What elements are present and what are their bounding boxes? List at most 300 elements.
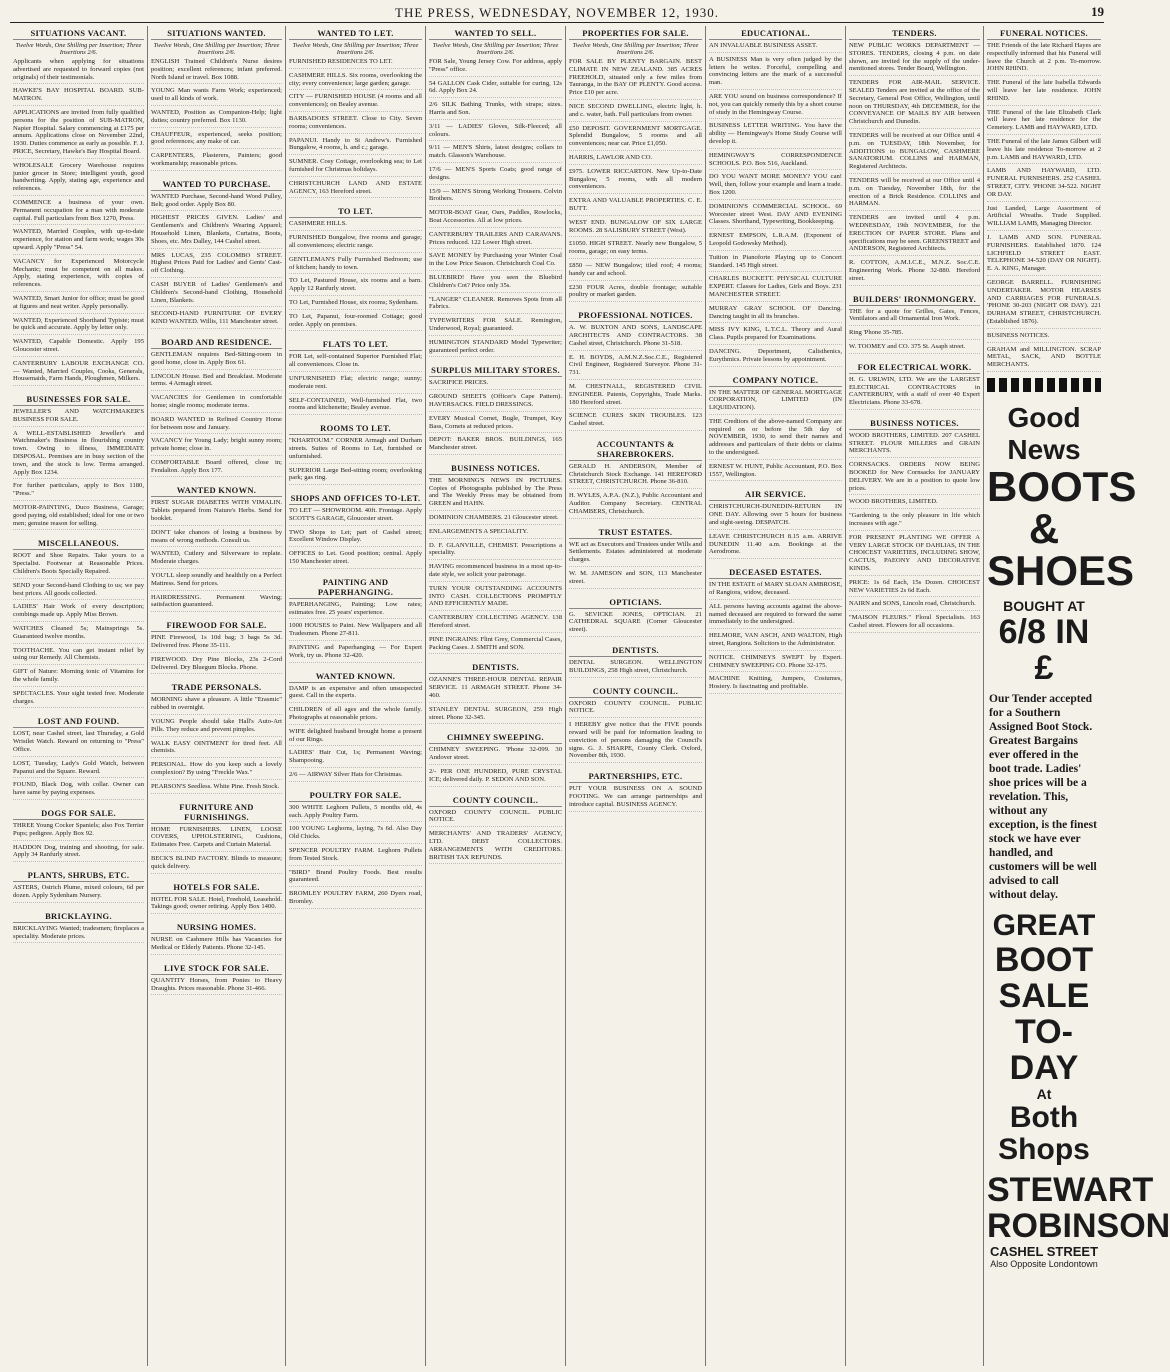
section-heading: LIVE STOCK FOR SALE. bbox=[151, 961, 282, 975]
section-heading: PROFESSIONAL NOTICES. bbox=[569, 308, 702, 322]
classified-ad: H. WYLES, A.P.A. (N.Z.), Public Accountant and Auditor. Company Secretary. CENTRAL CHAMBERS, Christchurch. bbox=[569, 492, 702, 518]
classified-section bbox=[849, 26, 980, 286]
classified-ad: SEND your Second-hand Clothing to us; we pay best prices. All goods collected. bbox=[13, 582, 144, 601]
classified-ad: FURNISHED RESIDENCES TO LET. bbox=[289, 58, 422, 69]
classified-section bbox=[151, 880, 282, 915]
classified-ad: YOU'LL sleep soundly and healthily on a Perfect Mattress. Send for prices. bbox=[151, 572, 282, 591]
classified-ad: PEARSON'S Seedless. White Pine. Fresh Stock. bbox=[151, 783, 282, 794]
rate-notice: Twelve Words, One Shilling per Insertion; Three Insertions 2/6. bbox=[15, 42, 142, 56]
ad-title-line-1: BOOTS & bbox=[987, 462, 1137, 552]
section-heading: FIREWOOD FOR SALE. bbox=[151, 618, 282, 632]
classified-ad: WHOLESALE Grocery Warehouse requires junior grocer in Store; intelligent youth, good handwriting. Apply, stating age, experience and references. bbox=[13, 162, 144, 196]
classified-ad: M. CHESTNALL, REGISTERED CIVIL ENGINEER. Patents, Copyrights, Trade Marks. 180 Hereford street. bbox=[569, 383, 702, 409]
section-heading: WANTED KNOWN. bbox=[151, 483, 282, 497]
section-heading: PARTNERSHIPS, ETC. bbox=[569, 769, 702, 783]
classified-ad: 1000 HOUSES to Paint. New Wallpapers and all Tradesmen. Phone 27-811. bbox=[289, 622, 422, 641]
classified-ad: DON'T take chances of losing a business by means of wrong methods. Consult us. bbox=[151, 529, 282, 548]
classified-ad: MOTOR-BOAT Gear, Oars, Paddles, Rowlocks, Boat Accessories. All at low prices. bbox=[429, 209, 562, 228]
classified-section bbox=[429, 26, 562, 357]
classified-ad: WANTED, Cutlery and Silverware to replate. Moderate charges. bbox=[151, 550, 282, 569]
classified-ad: "LANGER" CLEANER. Removes Spots from all Fabrics. bbox=[429, 296, 562, 315]
classified-ad: CHRISTCHURCH-DUNEDIN-RETURN IN ONE DAY. Allowing over 5 hours for business and sight-seeing. DESPATCH. bbox=[709, 503, 842, 529]
classified-ad: CANTERBURY COLLECTING AGENCY. 138 Hereford street. bbox=[429, 614, 562, 633]
classified-ad: GERALD H. ANDERSON, Member of Christchurch Stock Exchange. 141 HEREFORD STREET, CHRISTCHURCH. Phone 36-810. bbox=[569, 463, 702, 489]
classified-section bbox=[289, 204, 422, 331]
classified-ad: ARE YOU sound on business correspondence? If not, you can quickly remedy this by a short course of study in the Hemingway Course. bbox=[709, 93, 842, 119]
section-heading: BUSINESSES FOR SALE. bbox=[13, 392, 144, 406]
classified-ad: 2/6 — AIRWAY Silver Hats for Christmas. bbox=[289, 771, 422, 782]
classified-ad: TOOTHACHE. You can get instant relief by using our Remedy. All Chemists. bbox=[13, 647, 144, 666]
classified-ad: WEST END. BUNGALOW OF SIX LARGE ROOMS. 28 SALISBURY STREET (West). bbox=[569, 219, 702, 238]
classified-ad: MRS LUCAS, 235 COLOMBO STREET. Highest Prices Paid for Ladies' and Gents' Cast-off Clothing. bbox=[151, 252, 282, 278]
classified-section bbox=[151, 26, 282, 171]
classified-ad: W. TOOMEY and CO. 375 St. Asaph street. bbox=[849, 343, 980, 354]
section-heading: FUNERAL NOTICES. bbox=[987, 26, 1101, 40]
section-heading: FURNITURE AND FURNISHINGS. bbox=[151, 800, 282, 824]
classified-ad: EXTRA AND VALUABLE PROPERTIES. C. E. BUTT. bbox=[569, 197, 702, 216]
classified-ad: CHAUFFEUR, experienced, seeks position; good references; any make of car. bbox=[151, 131, 282, 150]
classified-section bbox=[151, 800, 282, 874]
section-heading: AIR SERVICE. bbox=[709, 487, 842, 501]
classified-section bbox=[151, 920, 282, 955]
classified-ad: DOMINION CHAMBERS. 21 Gloucester street. bbox=[429, 514, 562, 525]
classified-ad: FIRST SUGAR DIABETES WITH VIMALIN. Tablets prepared from Nature's Herbs. Send for booklet. bbox=[151, 499, 282, 525]
classified-ad: OXFORD COUNTY COUNCIL. PUBLIC NOTICE. bbox=[429, 809, 562, 828]
classified-section bbox=[849, 416, 980, 633]
classified-ad: HAVING recommenced business in a most up-to-date style, we solicit your patronage. bbox=[429, 563, 562, 582]
section-heading: WANTED TO PURCHASE. bbox=[151, 177, 282, 191]
classified-ad: WANTED, Smart Junior for office; must be good at figures and neat writer. Apply personally. bbox=[13, 295, 144, 314]
classified-ad: 2/6 SILK Bathing Trunks, with straps; sizes. Harris and Son. bbox=[429, 101, 562, 120]
classified-ad: IN THE ESTATE of MARY SLOAN AMBROSE, of Rangiora, widow, deceased. bbox=[709, 581, 842, 600]
funeral-notice: BUSINESS NOTICES. bbox=[987, 332, 1101, 343]
classified-ad: GIFT of Nature: Morning tonic of Vitamins for the whole family. bbox=[13, 668, 144, 687]
column-8 bbox=[984, 26, 1170, 1366]
ad-price: 6/8 IN £ bbox=[998, 612, 1090, 687]
funeral-notice: THE Friends of the late Richard Hayes are respectfully informed that his Funeral will leave the Church at 2 p.m. To-morrow. JOHN RHIND. bbox=[987, 42, 1101, 76]
classified-ad: A WELL-ESTABLISHED Jeweller's and Watchmaker's Business in flourishing country town. Owing to illness, IMMEDIATE DISPOSAL. Premises are in busy section of the town, and the stock is low. Terms arranged. Apply Box 1234. bbox=[13, 430, 144, 480]
ad-firm-name-1: STEWART bbox=[987, 1170, 1154, 1209]
classified-ad: SACRIFICE PRICES. bbox=[429, 379, 562, 390]
classified-ad: "Gardening is the only pleasure in life which increases with age." bbox=[849, 512, 980, 531]
section-heading: OPTICIANS. bbox=[569, 595, 702, 609]
classified-columns bbox=[10, 26, 1170, 1366]
classified-ad: DO YOU WANT MORE MONEY? YOU can! Well, then, follow your example and learn a trade. Box 1200. bbox=[709, 173, 842, 199]
ad-subheading: BOUGHT AT bbox=[1003, 597, 1085, 614]
classified-section bbox=[569, 643, 702, 678]
classified-section bbox=[289, 575, 422, 663]
classified-ad: LOST, Tuesday, Lady's Gold Watch, between Papanui and the Square. Reward. bbox=[13, 760, 144, 779]
classified-ad: CANTERBURY LABOUR EXCHANGE CO. — Wanted, Married Couples, Cooks, Generals, Housemaids, Farm Hands, Ploughmen, Milkers. bbox=[13, 360, 144, 386]
classified-section bbox=[289, 491, 422, 569]
classified-ad: TENDERS will be received at our Office until 4 p.m. on TUESDAY, 18th November, for ADDITIONS to BUNGALOW, CASHMERE SANATORIUM. COLLINS and HARMAN, Registered Architects. bbox=[849, 132, 980, 174]
classified-ad: THREE Young Cocker Spaniels; also Fox Terrier Pups; pedigree. Apply Box 92. bbox=[13, 822, 144, 841]
column-7 bbox=[846, 26, 984, 1366]
section-heading: DENTISTS. bbox=[429, 660, 562, 674]
classified-ad: PINE INGRAINS: Flint Grey, Commercial Cases, Packing Cases. J. SMITH and SON. bbox=[429, 636, 562, 655]
section-heading: COUNTY COUNCIL. bbox=[429, 793, 562, 807]
classified-ad: CORNSACKS. ORDERS NOW BEING BOOKED for New Cornsacks for JANUARY DELIVERY. We are in a position to quote low prices. bbox=[849, 461, 980, 495]
funeral-notice: LAMB AND HAYWARD, LTD. FUNERAL FURNISHERS. 252 CASHEL STREET, CITY. 'PHONE 34-522. NIGHT OR DAY. bbox=[987, 167, 1101, 201]
ad-address: CASHEL STREET bbox=[989, 1243, 1099, 1259]
classified-section bbox=[709, 565, 842, 694]
classified-ad: SUMNER. Cosy Cottage, overlooking sea; to Let furnished for Christmas holidays. bbox=[289, 158, 422, 177]
classified-section bbox=[569, 308, 702, 431]
classified-ad: LINCOLN House. Bed and Breakfast. Moderate terms. 4 Armagh street. bbox=[151, 373, 282, 392]
classified-ad: IN THE MATTER OF GENERAL MORTGAGE CORPORATION, LIMITED (IN LIQUIDATION). bbox=[709, 389, 842, 415]
ad-boot-sale: BOOT SALE bbox=[994, 940, 1094, 1015]
classified-ad: BRICKLAYING Wanted; tradesmen; fireplaces a speciality. Moderate prices. bbox=[13, 925, 144, 944]
classified-section bbox=[13, 536, 144, 708]
classified-ad: DOMINION'S COMMERCIAL SCHOOL. 69 Worcester street West. DAY AND EVENING Classes. Shorthand, Typewriting, Bookkeeping. bbox=[709, 203, 842, 229]
classified-ad: 100 YOUNG Leghorns, laying, 7s 6d. Also Day Old Chicks. bbox=[289, 825, 422, 844]
classified-section bbox=[289, 421, 422, 485]
classified-ad: LADIES' Hair Work of every description; combings made up. Apply Miss Brown. bbox=[13, 603, 144, 622]
classified-ad: VACANCIES for Gentlemen in comfortable home; single rooms; moderate terms. bbox=[151, 394, 282, 413]
classified-ad: DENTAL SURGEON. WELLINGTON BUILDINGS, 258 High street, Christchurch. bbox=[569, 659, 702, 678]
classified-ad: LADIES' Hair Cut, 1s; Permanent Waving; Shampooing. bbox=[289, 749, 422, 768]
classified-section bbox=[289, 788, 422, 909]
classified-section bbox=[709, 487, 842, 559]
classified-ad: PAPANUI. Handy to St Andrew's. Furnished Bungalow, 4 rooms, h. and c.; garage. bbox=[289, 137, 422, 156]
classified-ad: TENDERS FOR AIR-MAIL SERVICE. SEALED Tenders are invited at the office of the Secretary, General Post Office, Wellington, until noon on THURSDAY, 4th DECEMBER, for the CONVEYANCE OF MAILS BY AIR between Christchurch and Dunedin. bbox=[849, 79, 980, 129]
classified-ad: CARPENTERS, Plasterers, Painters; good workmanship; reasonable prices. bbox=[151, 152, 282, 171]
classified-ad: STANLEY DENTAL SURGEON, 259 High street. Phone 32-345. bbox=[429, 706, 562, 725]
classified-section bbox=[569, 525, 702, 589]
classified-section bbox=[151, 961, 282, 996]
section-heading: COMPANY NOTICE. bbox=[709, 373, 842, 387]
classified-ad: ROOT and Shoe Repairs. Take yours to a Specialist. Footwear at Reasonable Prices. Children's Boots Specially Repaired. bbox=[13, 552, 144, 578]
funeral-notice: THE Funeral of the late Elizabeth Clark will leave her late residence for the Cemetery. LAMB and HAYWARD, LTD. bbox=[987, 109, 1101, 135]
ad-firm-name-2: ROBINSON bbox=[987, 1206, 1170, 1245]
classified-section bbox=[429, 660, 562, 724]
classified-ad: SUPERIOR Large Bed-sitting room; overlooking park; gas ring. bbox=[289, 467, 422, 486]
classified-ad: ERNEST W. HUNT, Public Accountant, P.O. Box 1557, Wellington. bbox=[709, 463, 842, 482]
section-heading: DENTISTS. bbox=[569, 643, 702, 657]
classified-ad: WOOD BROTHERS, LIMITED. 207 CASHEL STREET. FLOUR MILLERS and GRAIN MERCHANTS. bbox=[849, 432, 980, 458]
classified-ad: HADDON Dog, training and shooting, for sale. Apply 34 Ranfurly street. bbox=[13, 844, 144, 863]
classified-ad: TWO Shops to Let; part of Cashel street; Excellent Window Display. bbox=[289, 529, 422, 548]
classified-ad: ENLARGEMENTS A SPECIALITY. bbox=[429, 528, 562, 539]
section-heading: COUNTY COUNCIL. bbox=[569, 684, 702, 698]
classified-ad: A. W. BUXTON AND SONS, LANDSCAPE ARCHITECTS AND CONTRACTORS. 38 Cashel street, Christchurch. Phone 31-518. bbox=[569, 324, 702, 350]
ad-both-shops: Both Shops bbox=[998, 1100, 1090, 1166]
classified-ad: FOR SALE BY PLENTY BARGAIN. BEST CLIMATE IN NEW ZEALAND. 385 ACRES FREEHOLD, situated only a few miles from Tauranga, in the BAY OF PLENTY. Good access. Price £10 per acre. bbox=[569, 58, 702, 100]
classified-ad: WANTED, Experienced Shorthand Typiste; must be quick and accurate. Apply by letter only. bbox=[13, 317, 144, 336]
classified-ad: FOR PRESENT PLANTING WE OFFER A VERY LARGE STOCK OF DAHLIAS, IN THE CHOICEST VARIETIES, INCLUDING SHOW, CACTUS, PAEONY AND DECORATIVE KINDS. bbox=[849, 534, 980, 576]
funeral-notice: GEORGE BARRELL. FURNISHING UNDERTAKER. MOTOR HEARSES AND CARRIAGES FOR FUNERALS. 'PHONE 30-203 (NIGHT OR DAY). 221 DURHAM STREET, CHRISTCHURCH. (Established 1876). bbox=[987, 279, 1101, 329]
classified-ad: 15/9 — MEN'S Strong Working Trousers. Colvin Brothers. bbox=[429, 188, 562, 207]
masthead bbox=[10, 4, 1104, 23]
classified-ad: £975. LOWER RICCARTON. New Up-to-Date Bungalow, 5 rooms, with all modern conveniences. bbox=[569, 168, 702, 194]
classified-section bbox=[13, 909, 144, 944]
classified-ad: DAMP is an expensive and often unsuspected guest. Call in the experts. bbox=[289, 685, 422, 704]
classified-ad: Applicants when applying for situations advertised are requested to forward copies (not originals) of their testimonials. bbox=[13, 58, 144, 84]
section-heading: DOGS FOR SALE. bbox=[13, 806, 144, 820]
section-heading: TRADE PERSONALS. bbox=[151, 680, 282, 694]
classified-ad: BLUEBIRD! Have you seen the Bluebird Children's Cot? Price only 35s. bbox=[429, 274, 562, 293]
rate-notice: Twelve Words, One Shilling per Insertion; Three Insertions 2/6. bbox=[432, 42, 559, 56]
classified-ad: HELMORE, VAN ASCH, AND WALTON, High street, Rangiora. Solicitors to the Administrator. bbox=[709, 632, 842, 651]
section-heading: TENDERS. bbox=[849, 26, 980, 40]
ad-body: Our Tender accepted for a Southern Assigned Boot Stock. Greatest Bargains ever offered in the boot trade. Ladies' shoe prices will be a revelation. This, without any exception, is the finest stock we have ever handled, and customers will be well advised to call without delay. bbox=[989, 692, 1097, 901]
classified-ad: I HEREBY give notice that the FIVE pounds reward will be paid for information leading to conviction of persons damaging the Council's signs. G. J. SHARPE, County Clerk. Oxford, November 8th, 1930. bbox=[569, 721, 702, 763]
classified-ad: CANTERBURY TRAILERS AND CARAVANS. Prices reduced. 122 Lower High street. bbox=[429, 231, 562, 250]
rate-notice: Twelve Words, One Shilling per Insertion; Three Insertions 2/6. bbox=[572, 42, 699, 56]
classified-ad: JEWELLER'S AND WATCHMAKER'S BUSINESS FOR SALE. bbox=[13, 408, 144, 427]
section-heading: PROPERTIES FOR SALE. bbox=[569, 26, 702, 40]
classified-ad: 2/- PER ONE HUNDRED, PURE CRYSTAL ICE; delivered daily. P. SEDON AND SON. bbox=[429, 768, 562, 787]
classified-ad: GROUND SHEETS (Officer's Cape Pattern). HAVERSACKS. FIELD DRESSINGS. bbox=[429, 393, 562, 412]
classified-ad: THE MORNING'S NEWS IN PICTURES. Copies of Photographs published by The Press and The Weekly Press may be obtained from GREEN and HAHN. bbox=[429, 477, 562, 511]
classified-section bbox=[151, 483, 282, 612]
classified-ad: HAWKE'S BAY HOSPITAL BOARD. SUB-MATRON. bbox=[13, 87, 144, 106]
classified-ad: PAINTING and Paperhanging — For Expert Work, try us. Phone 32-420. bbox=[289, 644, 422, 663]
classified-section bbox=[429, 793, 562, 865]
classified-ad: FOR Sale, Young Jersey Cow. For address, apply "Press" office. bbox=[429, 58, 562, 77]
classified-ad: DANCING. Deportment, Calisthenics, Eurythmics. Private lessons by appointment. bbox=[709, 348, 842, 367]
classified-ad: CASH BUYER of Ladies' Gentlemen's and Children's Second-hand Clothing, Household Linen, Blankets. bbox=[151, 281, 282, 307]
classified-ad: MERCHANTS' AND TRADERS' AGENCY, LTD. DEBT COLLECTORS. ARRANGEMENTS WITH CREDITORS. BRITISH TAX REFUNDS. bbox=[429, 830, 562, 864]
classified-ad: WANTED, Married Couples, with up-to-date experience, for station and farm work; wages 30s upward. Apply "Press" 54. bbox=[13, 228, 144, 254]
ad-title-line-2: SHOES bbox=[987, 546, 1135, 594]
section-heading: FLATS TO LET. bbox=[289, 337, 422, 351]
classified-section bbox=[151, 618, 282, 674]
classified-ad: SPENCER POULTRY FARM. Leghorn Pullets from Tested Stock. bbox=[289, 847, 422, 866]
section-heading: TO LET. bbox=[289, 204, 422, 218]
classified-ad: APPLICATIONS are invited from fully qualified persons for the position of SUB-MATRON, Napier Hospital. Salary commencing at £175 per annum. Applications close on November 22nd, 1930. Duties commence as early as possible. F. J. PRICE, Secretary, Hawke's Bay Hospital Board. bbox=[13, 109, 144, 159]
classified-ad: WE act as Executors and Trustees under Wills and Settlements. Estates administered at moderate charges. bbox=[569, 541, 702, 567]
classified-ad: BECK'S BLIND FACTORY. Blinds to measure; quick delivery. bbox=[151, 855, 282, 874]
classified-ad: CASHMERE HILLS. Six rooms, overlooking the city; every convenience; large garden; garage. bbox=[289, 72, 422, 91]
classified-ad: MOTOR-PAINTING, Duco Business, Garage; good paying, old established; ideal for one or two men; genuine reason for selling. bbox=[13, 504, 144, 530]
classified-ad: COMMENCE a business of your own. Permanent occupation for a man with moderate capital. Full particulars from Box 1270, Press. bbox=[13, 199, 144, 225]
classified-ad: "KHARTOUM." CORNER Armagh and Durham streets. Suites of Rooms to Let, furnished or unfurnished. bbox=[289, 437, 422, 463]
classified-ad: TENDERS are invited until 4 p.m. WEDNESDAY, 19th NOVEMBER, for the ERECTION OF PAPER STORE. Plans and specifications may be seen. GREENSTREET and ANDERSON, Registered Architects. bbox=[849, 214, 980, 256]
classified-section bbox=[151, 680, 282, 793]
classified-ad: FOUND, Black Dog, with collar. Owner can have same by paying expenses. bbox=[13, 781, 144, 800]
classified-ad: D. F. GLANVILLE, CHEMIST. Prescriptions a speciality. bbox=[429, 542, 562, 561]
classified-ad: LEAVE CHRISTCHURCH 8.15 a.m. ARRIVE DUNEDIN 11.40 a.m. Bookings at the Aerodrome. bbox=[709, 533, 842, 559]
funeral-notices-section bbox=[987, 26, 1101, 372]
newspaper-title: THE PRESS, WEDNESDAY, NOVEMBER 12, 1930. bbox=[395, 5, 719, 20]
classified-ad: WATCHES Cleaned 5s; Mainsprings 5s. Guaranteed twelve months. bbox=[13, 625, 144, 644]
section-heading: MISCELLANEOUS. bbox=[13, 536, 144, 550]
classified-ad: VACANCY for Young Lady; bright sunny room; private home; close in. bbox=[151, 437, 282, 456]
classified-section bbox=[849, 292, 980, 354]
column-6 bbox=[706, 26, 846, 1366]
classified-ad: "BIRD" Brand Poultry Foods. Best results guaranteed. bbox=[289, 869, 422, 888]
classified-ad: TO Let, Furnished House, six rooms; Sydenham. bbox=[289, 299, 422, 310]
classified-ad: W. M. JAMESON and SON, 113 Manchester street. bbox=[569, 570, 702, 589]
classified-ad: CHARLES BUCKETT. PHYSICAL CULTURE EXPERT. Classes for Ladies, Girls and Boys. 231 MANCHESTER STREET. bbox=[709, 275, 842, 301]
classified-section bbox=[569, 684, 702, 764]
classified-ad: FURNISHED Bungalow, five rooms and garage; all conveniences; electric range. bbox=[289, 234, 422, 253]
funeral-notice: GRAHAM and MILLINGTON. SCRAP METAL, SACK, AND BOTTLE MERCHANTS. bbox=[987, 346, 1101, 372]
classified-ad: OFFICES to Let. Good position; central. Apply 150 Manchester street. bbox=[289, 550, 422, 569]
classified-ad: CHIMNEY SWEEPING. 'Phone 32-099. 30 Andover street. bbox=[429, 746, 562, 765]
classified-ad: TO Let, Pastured House, six rooms and a barn. Apply 12 Ranfurly street. bbox=[289, 277, 422, 296]
ad-at: At bbox=[1036, 1085, 1052, 1102]
classified-ad: ALL persons having accounts against the above-named deceased are required to forward the same immediately to the undersigned. bbox=[709, 603, 842, 629]
ad-address-note: Also Opposite Londontown bbox=[990, 1258, 1098, 1269]
classified-ad: Ring 'Phone 35-785. bbox=[849, 329, 980, 340]
section-heading: SURPLUS MILITARY STORES. bbox=[429, 363, 562, 377]
classified-ad: WOOD BROTHERS, LIMITED. bbox=[849, 498, 980, 509]
classified-ad: GENTLEMAN'S Fully Furnished Bedroom; use of kitchen; handy to town. bbox=[289, 256, 422, 275]
classified-ad: HEMINGWAY'S CORRESPONDENCE SCHOOLS. P.O. Box 516, Auckland. bbox=[709, 152, 842, 171]
classified-ad: ERNEST EMPSON, L.R.A.M. (Exponent of Leopold Godowsky Method). bbox=[709, 232, 842, 251]
classified-ad: ASTERS, Ostrich Plume, mixed colours, 6d per dozen. Apply Sydenham Nursery. bbox=[13, 884, 144, 903]
section-heading: SHOPS AND OFFICES TO-LET. bbox=[290, 493, 421, 504]
classified-ad: PAPERHANGING, Painting; Low rates; estimates free. 25 years' experience. bbox=[289, 601, 422, 620]
classified-ad: HAIRDRESSING. Permanent Waving; satisfaction guaranteed. bbox=[151, 594, 282, 613]
section-heading: NURSING HOMES. bbox=[151, 920, 282, 934]
classified-ad: 3/11 — LADIES' Gloves, Silk-Fleeced; all colours. bbox=[429, 123, 562, 142]
classified-section bbox=[569, 595, 702, 637]
classified-ad: MISS IVY KING, L.T.C.L. Theory and Aural Class. Pupils prepared for Examinations. bbox=[709, 326, 842, 345]
classified-ad: SPECTACLES. Your sight tested free. Moderate charges. bbox=[13, 690, 144, 709]
classified-ad: MORNING shave a pleasure. A little "Erasmic" rubbed in overnight. bbox=[151, 696, 282, 715]
section-heading: CHIMNEY SWEEPING. bbox=[429, 730, 562, 744]
divider-rule bbox=[987, 378, 1101, 392]
classified-ad: UNFURNISHED Flat; electric range; sunny; moderate rent. bbox=[289, 375, 422, 394]
classified-ad: TURN YOUR OUTSTANDING ACCOUNTS INTO CASH. COLLECTIONS PROMPTLY AND EFFICIENTLY MADE. bbox=[429, 585, 562, 611]
column-4 bbox=[426, 26, 566, 1366]
classified-ad: WANTED, Capable Domestic. Apply 195 Gloucester street. bbox=[13, 338, 144, 357]
section-heading: PAINTING AND PAPERHANGING. bbox=[289, 575, 422, 599]
section-heading: ROOMS TO LET. bbox=[289, 421, 422, 435]
classified-ad: TYPEWRITERS FOR SALE. Remington, Underwood, Royal; guaranteed. bbox=[429, 317, 562, 336]
classified-ad: WANTED, Position as Companion-Help; light duties; country preferred. Box 1130. bbox=[151, 109, 282, 128]
classified-section bbox=[709, 26, 842, 367]
funeral-notice: Just Landed, Large Assortment of Artificial Wreaths. Trade Supplied. WILLIAM LAMB, Managing Director. bbox=[987, 205, 1101, 231]
classified-ad: GENTLEMAN requires Bed-Sitting-room in good home, close in. Apply Box 61. bbox=[151, 351, 282, 370]
classified-ad: WANTED Purchase, Second-hand Wood Pulley, Belt; good order. Apply Box 80. bbox=[151, 193, 282, 212]
section-heading: WANTED TO SELL. bbox=[429, 26, 562, 40]
classified-ad: £230 FOUR Acres, double frontage; suitable poultry or market garden. bbox=[569, 284, 702, 303]
classified-ad: EVERY Musical Cornet, Bugle, Trumpet, Key Bass, Cornets at reduced prices. bbox=[429, 415, 562, 434]
page-number: 19 bbox=[1091, 4, 1104, 19]
classified-ad: BOARD WANTED in Refined Country Home for between now and January. bbox=[151, 416, 282, 435]
classified-ad: £1050. HIGH STREET. Nearly new Bungalow, 5 rooms, garage; on easy terms. bbox=[569, 240, 702, 259]
classified-ad: HOME FURNISHERS. LINEN, LOOSE COVERS, UPHOLSTERING, Cushions, Estimates Free. Carpets and Curtain Material. bbox=[151, 826, 282, 852]
classified-section bbox=[429, 363, 562, 455]
classified-ad: £850 — NEW Bungalow; tiled roof; 4 rooms; handy car and school. bbox=[569, 262, 702, 281]
section-heading: WANTED KNOWN. bbox=[289, 669, 422, 683]
classified-ad: BUSINESS LETTER WRITING. You have the ability — Hemingway's Home Study Course will develop it. bbox=[709, 122, 842, 148]
section-heading: SITUATIONS WANTED. bbox=[151, 26, 282, 40]
classified-ad: COMFORTABLE Board offered, close in; Fendalton. Apply Box 177. bbox=[151, 459, 282, 478]
classified-section bbox=[429, 730, 562, 786]
classified-section bbox=[13, 868, 144, 903]
classified-ad: BARBADOES STREET. Close to City. Seven rooms; conveniences. bbox=[289, 115, 422, 134]
section-heading: BUILDERS' IRONMONGERY. bbox=[849, 292, 980, 306]
classified-ad: Tuition in Pianoforte Playing up to Concert Standard. 145 High street. bbox=[709, 254, 842, 273]
classified-ad: PERSONAL. How do you keep such a lovely complexion? By using "Freckle Wax." bbox=[151, 761, 282, 780]
classified-ad: £50 DEPOSIT. GOVERNMENT MORTGAGE. Splendid Bungalow, 5 rooms and all conveniences; near car. Price £1,050. bbox=[569, 125, 702, 151]
classified-ad: MURRAY GRAY SCHOOL OF Dancing. Dancing taught in all its branches. bbox=[709, 305, 842, 324]
classified-ad: 9/11 — MEN'S Shirts, latest designs; collars to match. Glasson's Warehouse. bbox=[429, 144, 562, 163]
section-heading: EDUCATIONAL. bbox=[709, 26, 842, 40]
section-heading: PLANTS, SHRUBS, ETC. bbox=[13, 868, 144, 882]
classified-ad: THE Creditors of the above-named Company are required on or before the 5th day of NOVEMBER, 1930, to send their names and addresses and particulars of their debts or claims to the undersigned. bbox=[709, 418, 842, 460]
classified-ad: NEW PUBLIC WORKS DEPARTMENT — STORES. TENDERS, closing 4 p.m. on date shown, are invited for the supply of the under-mentioned stores. Tender Board, Wellington. bbox=[849, 42, 980, 76]
classified-section bbox=[429, 461, 562, 655]
classified-ad: E. H. BOYDS, A.M.N.Z.Soc.C.E., Registered Civil Engineer, Registered Surveyor. Phone 31-731. bbox=[569, 354, 702, 380]
classified-ad: CASHMERE HILLS. bbox=[289, 220, 422, 231]
funeral-notice: THE Funeral of the late James Gilbert will leave his late residence To-morrow at 2 p.m. LAMB and HAYWARD, LTD. bbox=[987, 138, 1101, 164]
section-heading: HOTELS FOR SALE. bbox=[151, 880, 282, 894]
classified-ad: PUT YOUR BUSINESS ON A SOUND FOOTING. We can arrange partnerships and introduce capital. BUSINESS AGENCY. bbox=[569, 785, 702, 811]
rate-notice: Twelve Words, One Shilling per Insertion; Three Insertions 2/6. bbox=[153, 42, 280, 56]
classified-section bbox=[151, 335, 282, 478]
section-heading: SITUATIONS VACANT. bbox=[13, 26, 144, 40]
ad-headline: Good News bbox=[1007, 401, 1081, 465]
classified-ad: YOUNG Man wants Farm Work; experienced; used to all kinds of work. bbox=[151, 87, 282, 106]
classified-ad: PINE Firewood, 1s 10d bag; 3 bags 5s 3d. Delivered free. Phone 35-111. bbox=[151, 634, 282, 653]
section-heading: BUSINESS NOTICES. bbox=[849, 416, 980, 430]
classified-ad: ENGLISH Trained Children's Nurse desires position; excellent references; infant preferred. North Island or travel. Box 1088. bbox=[151, 58, 282, 84]
classified-ad: MACHINE Knitting, Jumpers, Costumes, Hosiery. Is fascinating and profitable. bbox=[709, 675, 842, 694]
classified-ad: HIGHEST PRICES GIVEN. Ladies' and Gentlemen's and Children's Wearing Apparel; Household Linen, Blankets, Curtains, Boots, Shoes, etc. Mrs Dalley, 144 Cashel street. bbox=[151, 214, 282, 248]
classified-ad: 17/6 — MEN'S Sports Coats; good range of designs. bbox=[429, 166, 562, 185]
classified-ad: TO Let, Papanui, four-roomed Cottage; good order. Apply on premises. bbox=[289, 313, 422, 332]
classified-ad: SELF-CONTAINED, Well-furnished Flat, two rooms and kitchenette; Bealey avenue. bbox=[289, 397, 422, 416]
funeral-notice: THE Funeral of the late Isabella Edwards will leave her late residence. JOHN RHIND. bbox=[987, 79, 1101, 105]
classified-ad: HOTEL FOR SALE. Hotel, Freehold, Leasehold. Takings good; owner retiring. Apply Box 1400. bbox=[151, 896, 282, 915]
classified-ad: A BUSINESS Man is very often judged by the letters he writes. Forceful, compelling and convincing letters are the mark of a successful man. bbox=[709, 56, 842, 90]
ad-today: TO-DAY bbox=[1009, 1012, 1079, 1087]
classified-ad: CITY — FURNISHED HOUSE (4 rooms and all conveniences); on Bealey avenue. bbox=[289, 93, 422, 112]
classified-ad: FIREWOOD. Dry Pine Blocks, 23s 2-Cord Delivered. Dry Bluegum Blocks. Phone. bbox=[151, 656, 282, 675]
classified-ad: HUMINGTON STANDARD Model Typewriter; guaranteed perfect order. bbox=[429, 339, 562, 358]
classified-ad: G. SEVICKE JONES, OPTICIAN. 21 CATHEDRAL SQUARE (Corner Gloucester street). bbox=[569, 611, 702, 637]
classified-section bbox=[13, 392, 144, 530]
classified-ad: 54 GALLON Cask Cider, suitable for curing, 12s 6d. Apply Box 24. bbox=[429, 80, 562, 99]
classified-ad: WALK EASY OINTMENT for tired feet. All chemists. bbox=[151, 740, 282, 759]
section-heading: DECEASED ESTATES. bbox=[709, 565, 842, 579]
classified-section bbox=[709, 373, 842, 482]
classified-section bbox=[13, 714, 144, 800]
column-5 bbox=[566, 26, 706, 1366]
classified-ad: QUANTITY Horses, from Ponies to Heavy Draughts. Prices reasonable. Phone 31-466. bbox=[151, 977, 282, 996]
classified-ad: SCIENCE CURES SKIN TROUBLES. 123 Cashel street. bbox=[569, 412, 702, 431]
classified-ad: YOUNG People should take Hall's Auto-Art Pills. They reduce and prevent pimples. bbox=[151, 718, 282, 737]
classified-ad: 300 WHITE Leghorn Pullets, 5 months old, 4s each. Apply Poultry Farm. bbox=[289, 804, 422, 823]
classified-section bbox=[569, 26, 702, 302]
classified-ad: DEPOT: BAKER BROS. BUILDINGS, 165 Manchester street. bbox=[429, 436, 562, 455]
classified-ad: SAVE MONEY by Purchasing your Winter Coal in the Low Price Season. Christchurch Coal Co. bbox=[429, 252, 562, 271]
section-heading: BOARD AND RESIDENCE. bbox=[151, 335, 282, 349]
section-heading: ACCOUNTANTS & SHAREBROKERS. bbox=[569, 437, 702, 461]
classified-section bbox=[151, 177, 282, 329]
section-heading: BUSINESS NOTICES. bbox=[429, 461, 562, 475]
section-heading: TRUST ESTATES. bbox=[569, 525, 702, 539]
classified-ad: For further particulars, apply to Box 1180, "Press." bbox=[13, 482, 144, 501]
section-heading: LOST AND FOUND. bbox=[13, 714, 144, 728]
classified-ad: CHRISTCHURCH LAND AND ESTATE AGENCY, 163 Hereford street. bbox=[289, 180, 422, 199]
classified-section bbox=[849, 360, 980, 410]
classified-ad: OZANNE'S THREE-HOUR DENTAL REPAIR SERVICE. 11 ARMAGH STREET. Phone 34-460. bbox=[429, 676, 562, 702]
classified-ad: BROMLEY POULTRY FARM, 260 Dyers road, Bromley. bbox=[289, 890, 422, 909]
classified-section bbox=[13, 806, 144, 862]
classified-ad: OXFORD COUNTY COUNCIL. PUBLIC NOTICE. bbox=[569, 700, 702, 719]
classified-section bbox=[289, 337, 422, 415]
section-heading: WANTED TO LET. bbox=[289, 26, 422, 40]
classified-section bbox=[13, 26, 144, 386]
classified-section bbox=[569, 769, 702, 811]
